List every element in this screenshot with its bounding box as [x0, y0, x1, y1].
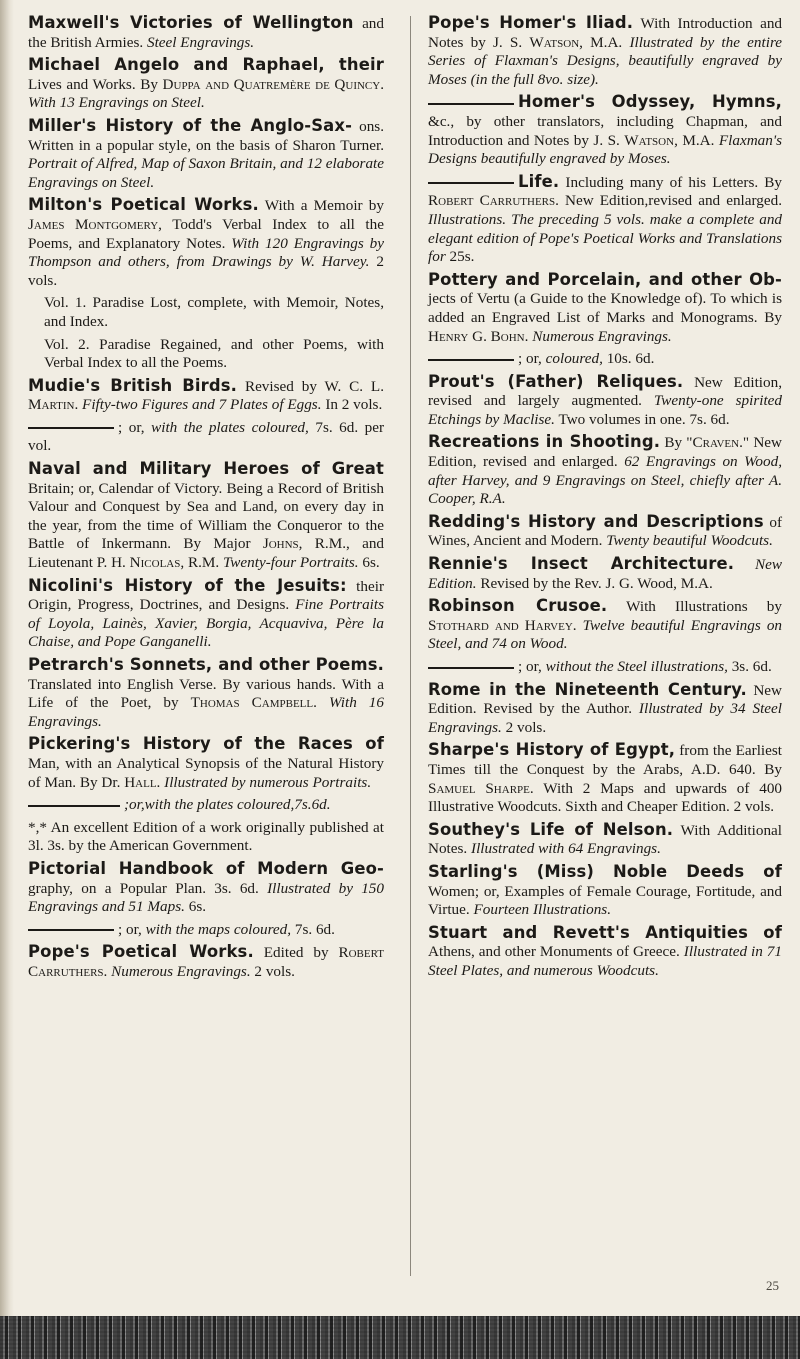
list-item	[428, 555, 782, 593]
page-edge-shadow	[0, 0, 14, 1359]
entry-body: of Wines, Ancient and Modern.	[428, 513, 783, 550]
variant-desc: ;or,with the plates coloured,7s.6d.	[124, 796, 331, 814]
entry-title: Pope's Poetical Works.	[28, 942, 254, 962]
left-column	[28, 14, 384, 986]
variant-line	[28, 921, 384, 940]
variant-line	[28, 419, 384, 456]
list-item	[428, 863, 782, 920]
entry-price: 25s.	[449, 248, 475, 266]
entry-title: Recreations in Shooting.	[428, 432, 661, 452]
entry-body: With 2 Maps and upwards of 400 Illustrative Woodcuts. Sixth and Cheaper Edition. 2 vols.	[428, 779, 783, 816]
variant-price: 10s. 6d.	[606, 350, 655, 368]
variant-line	[428, 350, 782, 369]
entry-author: Henry G. Bohn.	[428, 327, 529, 345]
scan-noise-band	[0, 1316, 800, 1359]
entry-illustrations: Twenty-one spirited Etchings by Maclise.	[428, 392, 783, 428]
entry-title: Nicolini's History of the Jesuits:	[28, 575, 347, 595]
variant-or: ; or,	[518, 658, 542, 675]
entry-author: Hall.	[124, 773, 161, 791]
entry-illustrations: Illustrated in 71 Steel Plates, and numerous Woodcuts.	[428, 943, 782, 979]
entry-body: Two volumes in one. 7s. 6d.	[558, 410, 730, 428]
entry-illustrations: Flaxman's Designs beautifully engraved by Moses.	[428, 131, 783, 168]
entry-body: With Illustrations by	[626, 598, 782, 616]
entry-body: New Edition,revised and enlarged.	[565, 192, 783, 210]
variant-or: ; or,	[518, 350, 542, 368]
entry-title: Robinson Crusoe.	[428, 596, 608, 616]
entry-body: Athens, and other Monuments of Greece.	[428, 943, 680, 961]
entry-title: Southey's Life of Nelson.	[428, 819, 674, 839]
entry-author: Thomas Campbell.	[190, 694, 317, 712]
list-item	[28, 943, 384, 981]
entry-title: Pope's Homer's Iliad.	[428, 13, 634, 32]
entry-illustrations: Portrait of Alfred, Map of Saxon Britain, and 12 elaborate Engravings on Steel.	[28, 155, 384, 191]
variant-price: 7s. 6d. per vol.	[28, 418, 385, 455]
entry-volumes: 2 vols.	[254, 962, 295, 980]
entry-body: jects of Vertu (a Guide to the Knowledge of). To which is added an Engraved List of Marks and Monograms. By	[428, 290, 782, 326]
entry-price: 6s.	[362, 554, 380, 572]
entry-author: Watson,	[624, 131, 678, 149]
entry-title: Rome in the Nineteenth Century.	[428, 679, 747, 699]
list-item	[28, 735, 384, 792]
entry-body: M.A.	[682, 131, 715, 149]
entry-body: Including many of his Letters. By	[565, 173, 783, 191]
variant-or: ; or,	[118, 418, 145, 436]
entry-body: graphy, on a Popular Plan. 3s. 6d.	[28, 879, 259, 897]
variant-line	[428, 658, 782, 677]
variant-desc: with the maps coloured,	[145, 920, 292, 938]
entry-title: Petrarch's Sonnets, and other Poems.	[28, 655, 384, 674]
list-item	[428, 93, 782, 168]
entry-body: Todd's Verbal Index to all the Poems, and Explanatory Notes.	[28, 215, 384, 252]
entry-title: Maxwell's Victories of Wellington	[28, 13, 354, 32]
entry-illustrations: Fifty-two Figures and 7 Plates of Eggs.	[82, 396, 322, 414]
entry-title: Homer's Odyssey, Hymns,	[518, 92, 782, 112]
entry-body: their Origin, Progress, Doctrines, and Designs.	[28, 577, 385, 614]
entry-illustrations: Numerous Engravings.	[532, 327, 672, 345]
entry-title: Mudie's British Birds.	[28, 375, 238, 395]
entry-illustrations: Illustrations.	[428, 210, 507, 228]
footnote: *,* An excellent Edition of a work originally published at 3l. 3s. by the American Government.	[28, 818, 384, 855]
right-column	[428, 14, 782, 985]
entry-volumes: 2 vols.	[28, 253, 384, 289]
entry-body: Women; or, Examples of Female Courage, Fortitude, and Virtue.	[428, 882, 782, 919]
entry-illustrations: Illustrated by 150 Engravings and 51 Maps.	[28, 879, 384, 916]
entry-illustrations: Illustrated by the entire Series of Flaxman's Designs, beautifully engraved by Moses (in the full 8vo. size).	[428, 33, 783, 88]
list-item	[28, 117, 384, 192]
entry-body: and the British Armies.	[28, 15, 384, 51]
variant-desc: coloured,	[545, 350, 603, 368]
entry-author: Watson,	[529, 33, 583, 51]
ditto-rule	[428, 103, 514, 105]
entry-author: Johns,	[262, 535, 303, 553]
list-item	[28, 860, 384, 917]
entry-title: Stuart and Revett's Antiquities of	[428, 922, 782, 942]
entry-title: Naval and Military Heroes of Great	[28, 459, 384, 479]
entry-illustrations: Steel Engravings.	[146, 33, 255, 51]
ditto-rule	[428, 182, 514, 184]
entry-body: New Edition. Revised by the Author.	[428, 681, 782, 718]
entry-body: New Edition, revised and largely augmented.	[428, 373, 782, 410]
entry-author: Stothard and Harvey.	[428, 616, 577, 634]
entry-illustrations: Numerous Engravings.	[111, 962, 251, 980]
entry-body: R.M., and Lieutenant P. H.	[28, 535, 385, 572]
entry-body: &c., by other translators, including Chapman, and Introduction and Notes by J. S.	[428, 112, 782, 149]
list-item	[428, 433, 782, 508]
variant-desc: without the Steel illustrations,	[545, 658, 728, 675]
entry-title: Michael Angelo and Raphael, their	[28, 55, 384, 75]
entry-title: Life.	[518, 171, 560, 191]
list-item	[428, 513, 782, 551]
entry-illustrations: Illustrated with 64 Engravings.	[471, 840, 661, 858]
entry-body: from the Earliest Times till the Conquest by the Arabs, A.D. 640. By	[428, 742, 782, 778]
entry-illustrations: Twenty beautiful Woodcuts.	[606, 532, 773, 550]
entry-body: Revised by the Rev. J. G. Wood, M.A.	[480, 574, 713, 592]
entry-title: Pickering's History of the Races of	[28, 734, 384, 754]
variant-price: 7s. 6d.	[294, 920, 335, 938]
entry-illustrations: With 13 Engravings on Steel.	[28, 94, 205, 112]
entry-volumes: In 2 vols.	[325, 396, 383, 414]
list-item	[428, 924, 782, 981]
list-item	[428, 271, 782, 346]
entry-title: Redding's History and Descriptions	[428, 511, 764, 531]
entry-author: Martin.	[28, 396, 79, 414]
entry-author: Robert Carruthers.	[28, 944, 385, 980]
entry-illustrations: Twelve beautiful Engravings on Steel, and 74 on Wood.	[428, 616, 783, 653]
entry-illustrations: Fourteen Illustrations.	[473, 901, 612, 919]
entry-illustrations: Illustrated by 34 Steel Engravings.	[428, 700, 782, 736]
entry-volumes: 2 vols.	[505, 718, 547, 736]
list-item	[28, 14, 384, 52]
entry-illustrations: With 16 Engravings.	[28, 694, 384, 730]
list-item	[428, 597, 782, 654]
list-item	[428, 14, 782, 89]
entry-illustrations: With 120 Engravings by Thompson and others, from Drawings by W. Harvey.	[28, 234, 384, 271]
entry-body: With a Memoir by	[264, 197, 384, 215]
list-item	[28, 460, 384, 573]
ditto-rule	[428, 359, 514, 361]
ditto-rule	[28, 805, 120, 807]
entry-author: Nicolas,	[129, 554, 185, 572]
list-item	[28, 196, 384, 290]
ditto-rule	[428, 667, 514, 669]
list-item	[28, 56, 384, 113]
column-divider	[410, 16, 411, 1276]
entry-title: Rennie's Insect Architecture.	[428, 554, 735, 574]
entry-body: M.A.	[590, 33, 623, 51]
entry-title: Miller's History of the Anglo-Sax-	[28, 115, 353, 135]
list-item	[428, 173, 782, 267]
entry-author: "Craven."	[686, 434, 750, 452]
entry-body: New Edition, revised and enlarged.	[428, 434, 783, 471]
volume-note: Vol. 2. Paradise Regained, and other Poems, with Verbal Index to all the Poems.	[44, 335, 384, 372]
entry-body: Translated into English Verse. By various hands. With a Life of the Poet, by	[28, 675, 384, 712]
entry-price: 6s.	[188, 898, 207, 916]
entry-edition: New Edition.	[428, 556, 782, 592]
entry-title: Pottery and Porcelain, and other Ob-	[428, 269, 782, 289]
variant-price: 3s. 6d.	[731, 658, 772, 675]
variant-desc: with the plates coloured,	[151, 418, 309, 436]
entry-title: Starling's (Miss) Noble Deeds of	[428, 861, 782, 881]
entry-title: Pictorial Handbook of Modern Geo-	[28, 858, 384, 878]
ditto-rule	[28, 427, 114, 429]
list-item	[428, 373, 782, 430]
list-item	[428, 821, 782, 859]
list-item	[28, 656, 384, 731]
entry-title: Milton's Poetical Works.	[28, 195, 259, 215]
volume-note: Vol. 1. Paradise Lost, complete, with Memoir, Notes, and Index.	[44, 294, 384, 330]
ditto-rule	[28, 929, 114, 931]
entry-title: Sharpe's History of Egypt,	[428, 740, 676, 760]
entry-author: James Montgomery,	[28, 215, 162, 233]
entry-body: R.M.	[187, 554, 220, 572]
entry-author: Duppa and Quatremère de Quincy.	[162, 75, 384, 93]
entry-illustrations: Fine Portraits of Loyola, Lainès, Xavier, Borgia, Acquaviva, Père la Chaise, and Pope Ganganelli.	[28, 596, 385, 651]
entry-body: Lives and Works. By	[28, 75, 158, 93]
entry-body: With Additional Notes.	[428, 821, 783, 858]
entry-illustrations: 62 Engravings on Wood, after Harvey, and 9 Engravings on Steel, chiefly after A. Cooper, R.A.	[428, 453, 782, 508]
list-item	[428, 681, 782, 738]
entry-author: Samuel Sharpe.	[428, 779, 534, 797]
variant-or: ; or,	[118, 920, 142, 938]
entry-author: Robert Carruthers.	[428, 192, 559, 210]
entry-illustrations: The preceding 5 vols. make a complete and elegant edition of Pope's Poetical Works and Translations for	[428, 210, 783, 266]
entry-body: Revised by W. C. L.	[244, 377, 384, 395]
list-item	[28, 577, 384, 652]
entry-body: Edited by	[263, 944, 329, 962]
entry-body: By	[664, 434, 683, 452]
entry-body: Man, with an Analytical Synopsis of the Natural History of Man. By Dr.	[28, 754, 384, 791]
entry-body: ons. Written in a popular style, on the basis of Sharon Turner.	[28, 117, 384, 154]
entry-body: With Introduction and Notes by J. S.	[428, 15, 783, 51]
page-number: 25	[766, 1278, 779, 1293]
list-item	[428, 741, 782, 816]
entry-title: Prout's (Father) Reliques.	[428, 371, 684, 391]
variant-line	[28, 796, 384, 815]
entry-illustrations: Twenty-four Portraits.	[222, 554, 359, 572]
list-item	[28, 377, 384, 415]
entry-body: Britain; or, Calendar of Victory. Being a Record of British Valour and Conquest by Sea and Land, on every day in the year, from the time of William the Conqueror to the Battle of Inkermann. By Major	[28, 479, 384, 553]
entry-illustrations: Illustrated by numerous Portraits.	[164, 773, 372, 791]
